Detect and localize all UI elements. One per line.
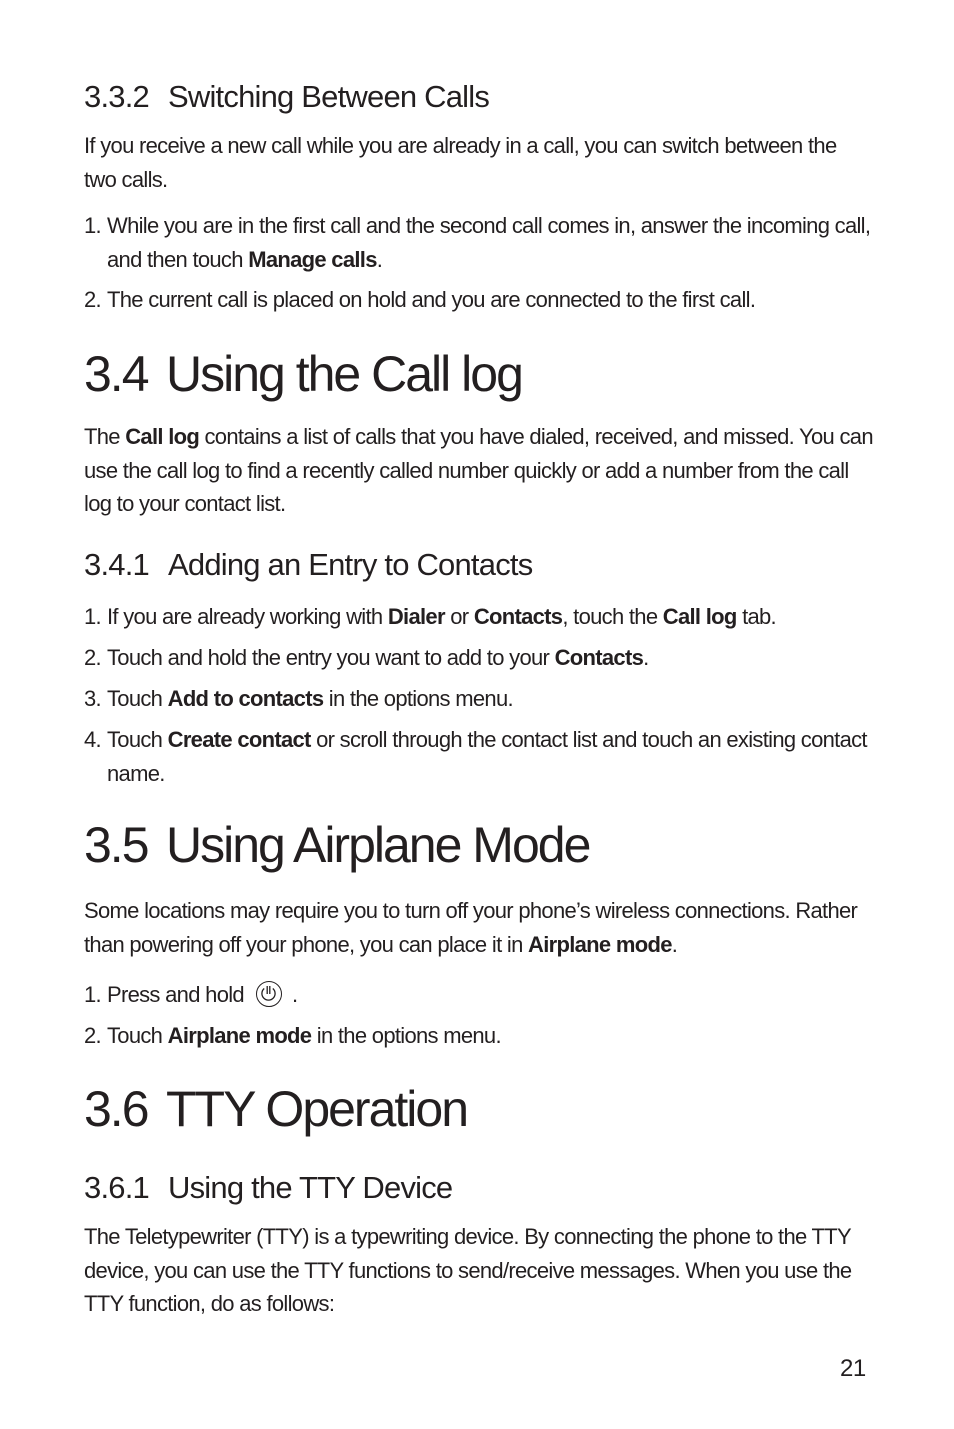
- ui-term-call-log: Call log: [125, 424, 200, 449]
- list-item: 2. The current call is placed on hold and you are connected to the first call.: [84, 287, 756, 312]
- paragraph-call-log: The Call log contains a list of calls that you have dialed, received, and missed. You can use the call log to find a recently called number quickly or add a number from the call log to your contact list.: [84, 424, 873, 516]
- section-number: 3.3.2: [84, 79, 149, 114]
- list-item: 1. Press and hold .: [84, 982, 298, 1007]
- paragraph-airplane-mode: Some locations may require you to turn off your phone’s wireless connections. Rather than powering off your phone, you can place it in Airplane mode.: [84, 898, 858, 957]
- ui-term-manage-calls: Manage calls: [248, 246, 377, 272]
- section-number: 3.6.1: [84, 1170, 149, 1205]
- list-item: 1. If you are already working with Dialer or Contacts, touch the Call log tab.: [84, 604, 776, 629]
- list-item: 2. Touch and hold the entry you want to add to your Contacts.: [84, 645, 649, 670]
- section-title: Using the Call log: [166, 346, 522, 402]
- paragraph-switching-intro: If you receive a new call while you are already in a call, you can switch between the two calls.: [84, 133, 837, 192]
- section-heading-3-6-1: [84, 1169, 874, 1207]
- section-heading-3-4-1: [84, 546, 874, 584]
- section-number: 3.5: [84, 817, 148, 873]
- list-item: 4. Touch Create contact or scroll through the contact list and touch an existing contact name.: [84, 727, 867, 786]
- section-number: 3.4.1: [84, 547, 149, 582]
- section-title: Using the TTY Device: [168, 1170, 453, 1205]
- section-number: 3.6: [84, 1081, 148, 1137]
- list-item: 1. While you are in the first call and the second call comes in, answer the incoming call, and then touch Manage calls.: [84, 213, 871, 272]
- section-title: Using Airplane Mode: [166, 817, 590, 873]
- page-number: 21: [840, 1355, 866, 1382]
- paragraph-tty-device: The Teletypewriter (TTY) is a typewriting device. By connecting the phone to the TTY device, you can use the TTY functions to send/receive messages. When you use the TTY function, do as follows:: [84, 1224, 852, 1316]
- section-number: 3.4: [84, 346, 148, 402]
- section-title: TTY Operation: [166, 1081, 468, 1137]
- chapter-heading-3-4: [84, 344, 874, 404]
- chapter-heading-3-5: [84, 815, 874, 875]
- list-item: 2. Touch Airplane mode in the options menu.: [84, 1023, 501, 1048]
- ui-term-airplane-mode: Airplane mode: [528, 931, 672, 957]
- section-title: Switching Between Calls: [168, 79, 490, 114]
- list-item: 3. Touch Add to contacts in the options menu.: [84, 686, 513, 711]
- section-title: Adding an Entry to Contacts: [168, 547, 533, 582]
- chapter-heading-3-6: [84, 1079, 874, 1139]
- power-icon: [256, 981, 282, 1007]
- section-heading-3-3-2: [84, 78, 874, 116]
